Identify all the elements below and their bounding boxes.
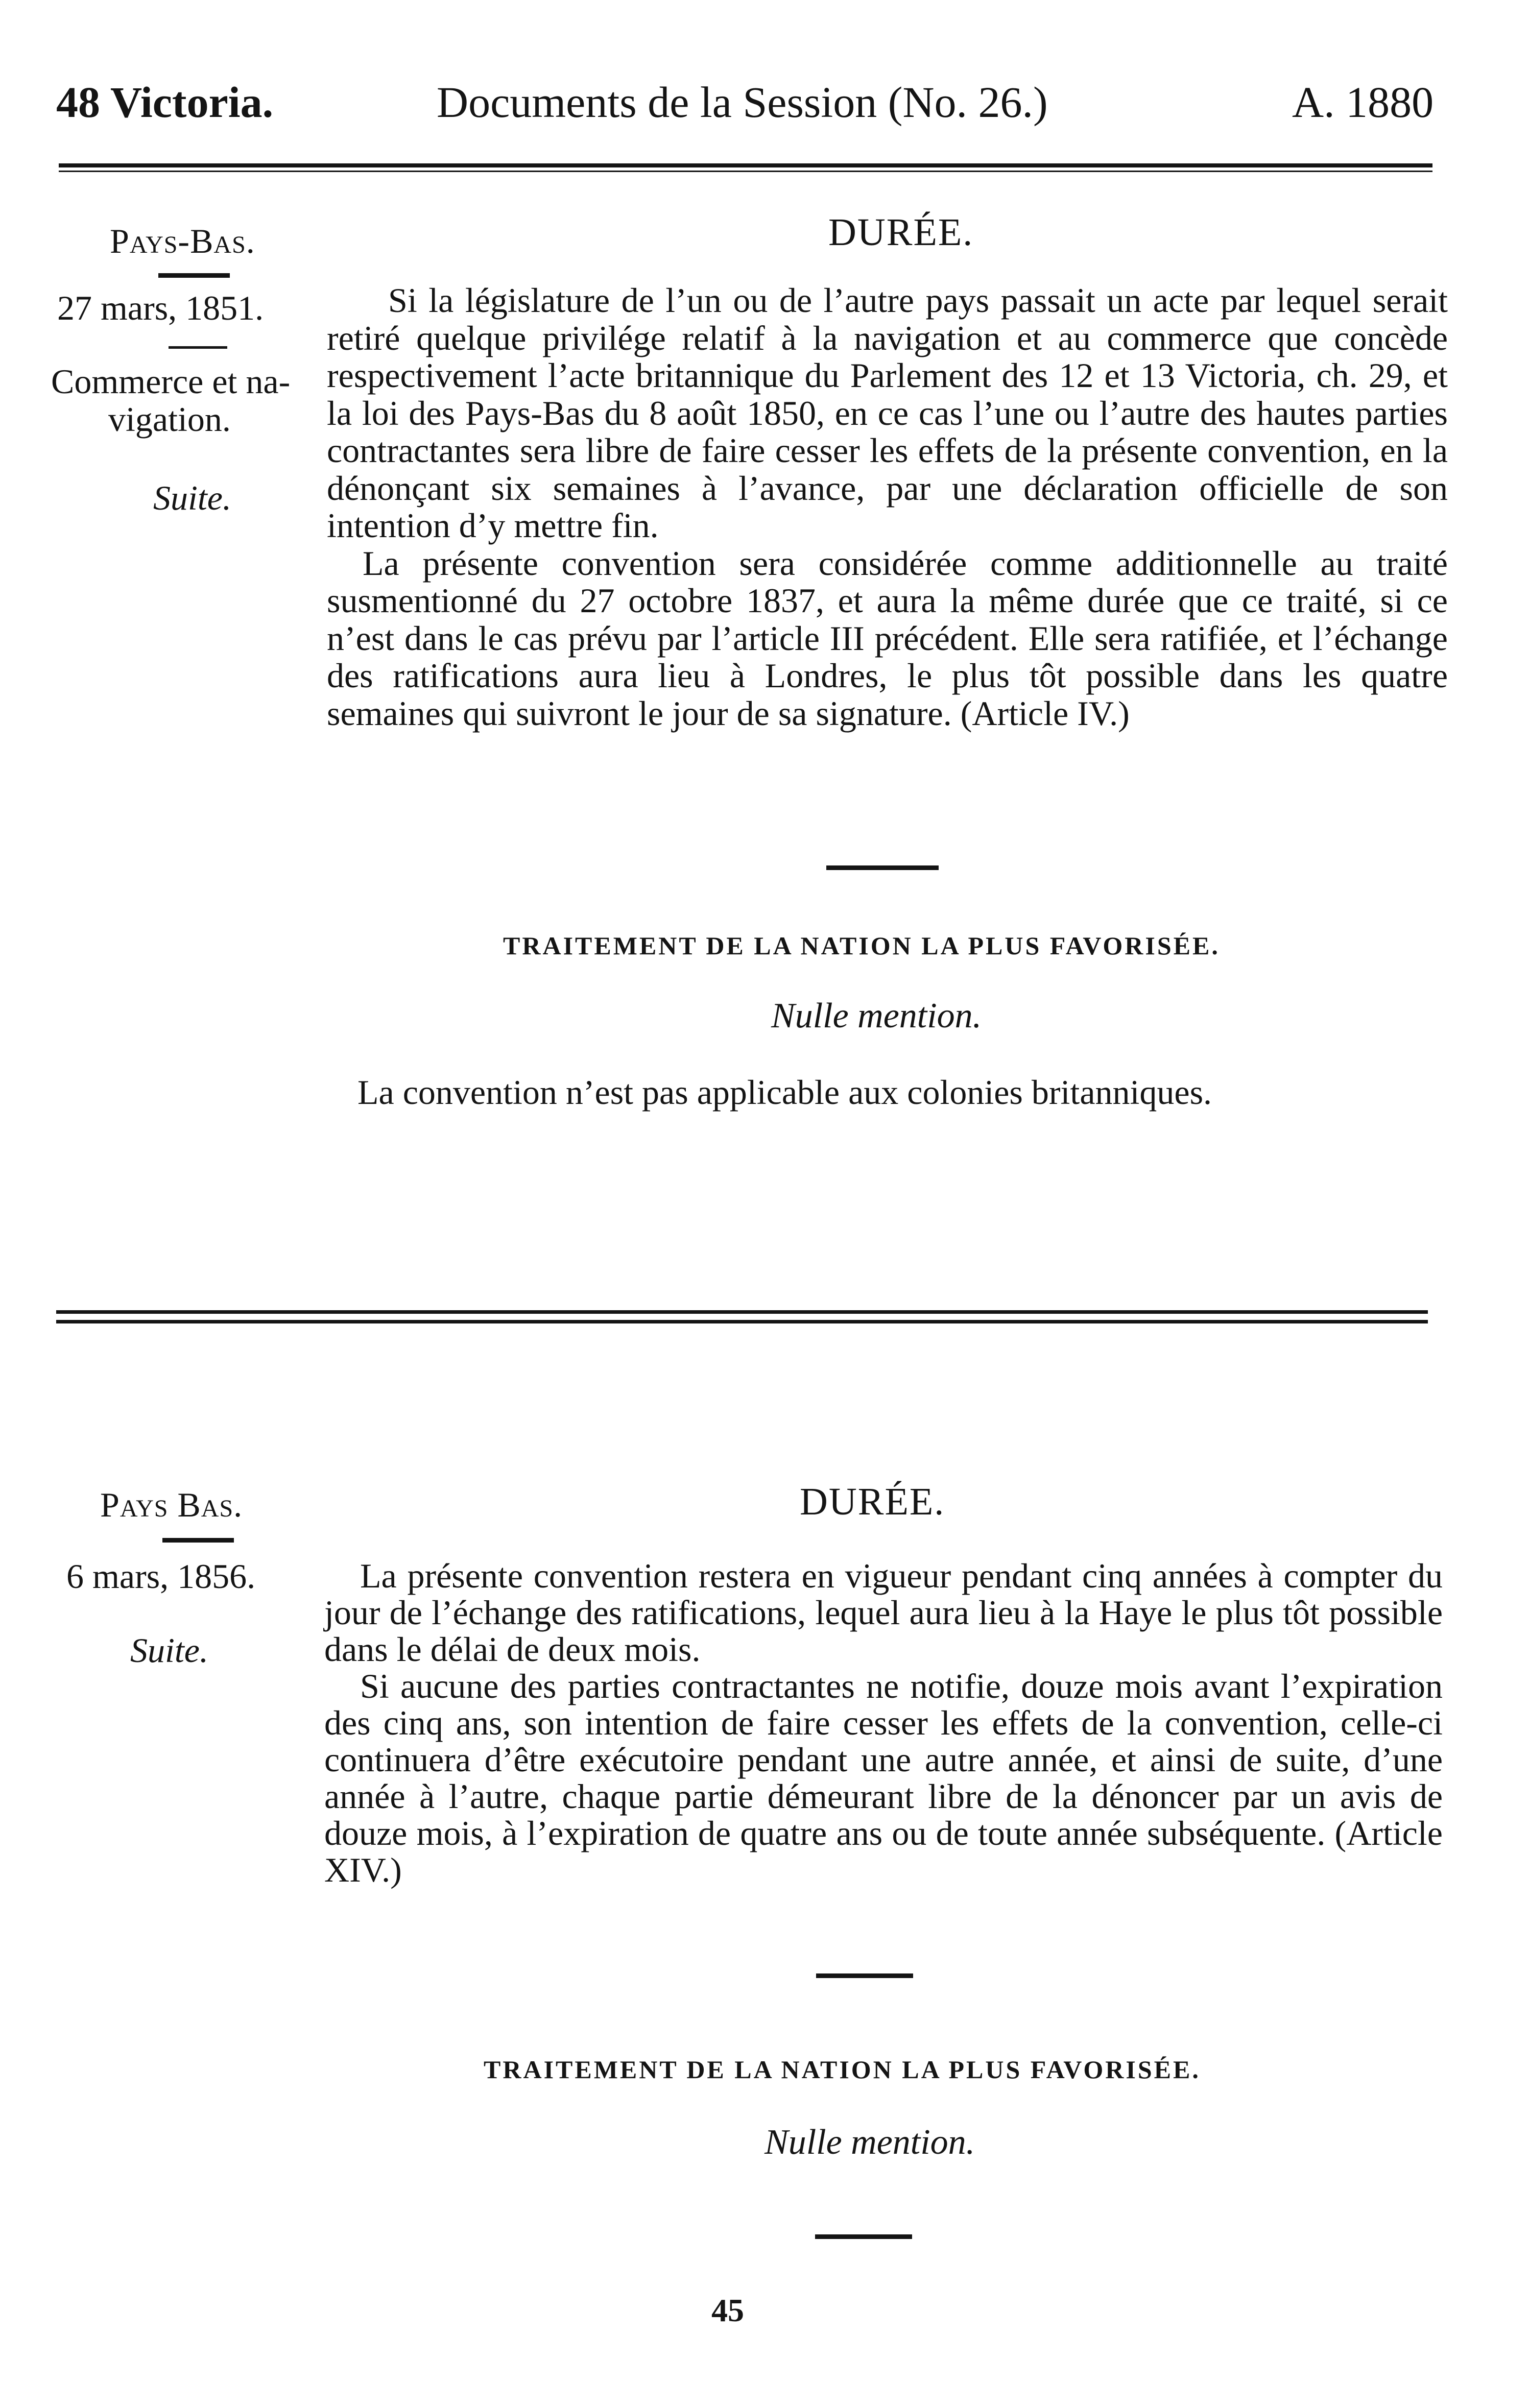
colonies-note: La convention n’est pas applicable aux colonies britanniques.	[357, 1073, 1212, 1112]
sidebar-date: 27 mars, 1851.	[57, 288, 264, 327]
section-separator	[56, 1310, 1428, 1314]
mfn-mention: Nulle mention.	[765, 2123, 975, 2162]
paragraph: Si la législature de l’un ou de l’autre pays passait un acte par lequel serait retiré quelque privilége relatif à la navigation et au commerce que concède respectivement l’acte britannique du Parlement des 12 et 13 Victoria, ch. 29, et la loi des Pays-Bas du 8 août 1850, en ce cas l’une ou l’autre des hautes parties contractantes sera libre de faire cesser les effets de la présente convention, en la dénonçant six semaines à l’avance, par une déclaration officielle de son intention d’y mettre fin.	[327, 281, 1448, 545]
sidebar-divider	[158, 273, 230, 278]
paragraph: Si aucune des parties contractantes ne notifie, douze mois avant l’expiration des cinq ans, son intention de faire cesser les effets de la convention, celle-ci continuera d’être exécutoire pendant une autre année, et ainsi de suite, d’une année à l’autre, chaque partie démeurant libre de la dénoncer par un avis de douze mois, à l’expiration de quatre ans ou de toute année subséquente. (Article XIV.)	[324, 1667, 1443, 1889]
sidebar-divider	[169, 346, 227, 349]
section-separator	[56, 1320, 1428, 1323]
section-title: DURÉE.	[800, 1480, 945, 1523]
header-title: Documents de la Session (No. 26.)	[437, 78, 1048, 127]
sidebar-subject-line1: Commerce et na-	[51, 362, 291, 401]
sidebar-country: Pays Bas.	[100, 1485, 243, 1524]
header-rule-thick	[59, 163, 1432, 167]
sidebar-date: 6 mars, 1856.	[66, 1557, 256, 1596]
section-divider	[826, 865, 939, 870]
sidebar-subject-line2: vigation.	[108, 400, 231, 439]
header-rule-thin	[59, 171, 1432, 172]
mfn-heading: TRAITEMENT DE LA NATION LA PLUS FAVORISÉE.	[503, 931, 1220, 960]
section-divider	[815, 2234, 912, 2239]
sidebar-divider	[162, 1538, 234, 1543]
section-body	[327, 282, 1448, 732]
page-number: 45	[711, 2292, 744, 2328]
mfn-mention: Nulle mention.	[771, 996, 982, 1036]
header-year: A. 1880	[1292, 78, 1434, 127]
sidebar-suite: Suite.	[130, 1631, 208, 1670]
section-body	[324, 1557, 1443, 1888]
mfn-heading: TRAITEMENT DE LA NATION LA PLUS FAVORISÉE.	[484, 2055, 1201, 2084]
sidebar-suite: Suite.	[153, 478, 231, 517]
paragraph: La présente convention sera considérée comme additionnelle au traité susmentionné du 27 octobre 1837, et aura la même durée que ce traité, si ce n’est dans le cas prévu par l’article III précédent. Elle sera ratifiée, et l’échange des ratifications aura lieu à Londres, le plus tôt possible dans les quatre semaines qui suivront le jour de sa signature. (Article IV.)	[327, 543, 1448, 733]
section-divider	[816, 1973, 913, 1978]
paragraph: La présente convention restera en vigueur pendant cinq années à compter du jour de l’échange des ratifications, lequel aura lieu à la Haye le plus tôt possible dans le délai de deux mois.	[324, 1556, 1443, 1669]
header-volume: 48 Victoria.	[56, 78, 274, 127]
sidebar-country: Pays-Bas.	[110, 222, 255, 260]
section-title: DURÉE.	[828, 211, 974, 254]
